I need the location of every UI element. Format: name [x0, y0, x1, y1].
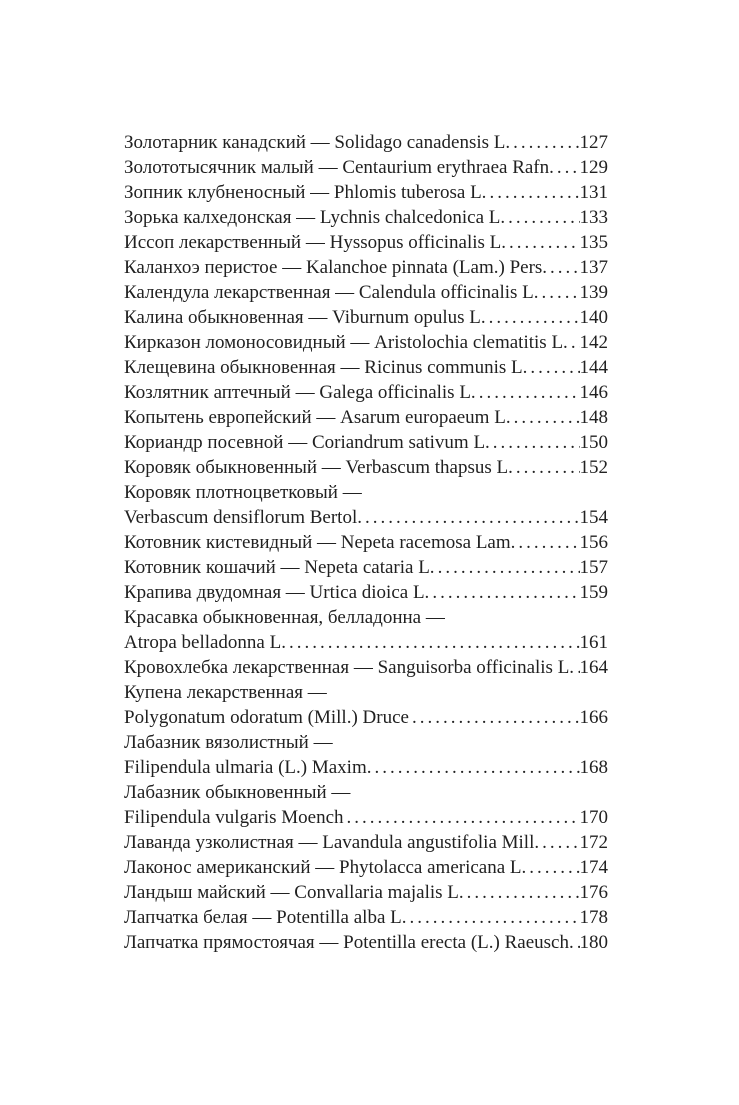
toc-entry-text: Лаванда узколистная — Lavandula angustifolia Mill.: [124, 832, 540, 853]
toc-entry-text: Калина обыкновенная — Viburnum opulus L.: [124, 307, 486, 328]
dot-leader: [527, 355, 579, 380]
toc-line: [124, 755, 608, 780]
toc-entry-text: Купена лекарственная —: [124, 682, 327, 703]
toc-page-number: 164: [579, 657, 608, 678]
toc-line: [124, 130, 608, 155]
toc-line: [124, 880, 608, 905]
toc-page-number: 159: [579, 582, 608, 603]
toc-line: [124, 430, 608, 455]
toc-page-number: 152: [579, 457, 608, 478]
toc-entry-text: Клещевина обыкновенная — Ricinus communis L.: [124, 357, 528, 378]
dot-leader: [506, 230, 579, 255]
toc-entry-text: Иссоп лекарственный — Hyssopus officinalis L.: [124, 232, 507, 253]
toc-line: [124, 555, 608, 580]
toc-entry-text: Зорька калхедонская — Lychnis chalcedonica L.: [124, 207, 506, 228]
dot-leader: [505, 205, 579, 230]
dot-leader: [554, 155, 580, 180]
toc-line: [124, 705, 608, 730]
toc-page-number: 148: [579, 407, 608, 428]
toc-line: [124, 580, 608, 605]
toc-page-number: 133: [579, 207, 608, 228]
toc-entry-text: Золототысячник малый — Centaurium erythraea Rafn.: [124, 157, 554, 178]
dot-leader: [515, 530, 579, 555]
toc-line: [124, 680, 608, 705]
toc-line: [124, 305, 608, 330]
toc-entry-text: Filipendula vulgaris Moench: [124, 807, 344, 828]
toc-line: [124, 805, 608, 830]
toc-line: [124, 355, 608, 380]
toc-page-number: 146: [579, 382, 608, 403]
dot-leader: [344, 805, 580, 830]
toc-page-number: 129: [579, 157, 608, 178]
toc-page-number: 170: [579, 807, 608, 828]
toc-line: [124, 905, 608, 930]
toc-line: [124, 530, 608, 555]
dot-leader: [510, 130, 579, 155]
toc-entry-text: Кирказон ломоносовидный — Aristolochia clematitis L.: [124, 332, 568, 353]
toc-entry-text: Filipendula ulmaria (L.) Maxim.: [124, 757, 372, 778]
toc-page-number: 135: [579, 232, 608, 253]
dot-leader: [490, 430, 580, 455]
toc-line: [124, 480, 608, 505]
toc-entry-text: Крапива двудомная — Urtica dioica L.: [124, 582, 430, 603]
dot-leader: [526, 855, 579, 880]
dot-leader: [286, 630, 580, 655]
dot-leader: [486, 305, 580, 330]
dot-leader: [547, 255, 579, 280]
toc-entry-text: Atropa belladonna L.: [124, 632, 286, 653]
toc-entry-text: Зопник клубненосный — Phlomis tuberosa L.: [124, 182, 487, 203]
toc-entry-text: Лабазник обыкновенный —: [124, 782, 351, 803]
toc-page-number: 172: [579, 832, 608, 853]
toc-page-number: 140: [579, 307, 608, 328]
toc-line: [124, 180, 608, 205]
toc-page-number: 131: [579, 182, 608, 203]
toc-line: [124, 230, 608, 255]
toc-entry-text: Polygonatum odoratum (Mill.) Druce: [124, 707, 409, 728]
toc-page-number: 180: [579, 932, 608, 953]
toc-line: [124, 155, 608, 180]
toc-page-number: 139: [579, 282, 608, 303]
toc-page-number: 144: [579, 357, 608, 378]
toc-entry-text: Золотарник канадский — Solidago canadensis L.: [124, 132, 511, 153]
toc-entry-text: Котовник кошачий — Nepeta cataria L.: [124, 557, 435, 578]
toc-entry-text: Лапчатка прямостоячая — Potentilla erecta (L.) Raeusch.: [124, 932, 574, 953]
toc-line: [124, 455, 608, 480]
toc-entry-text: Verbascum densiflorum Bertol.: [124, 507, 362, 528]
table-of-contents: [124, 130, 608, 955]
toc-page-number: 127: [579, 132, 608, 153]
toc-page-number: 166: [579, 707, 608, 728]
toc-line: [124, 855, 608, 880]
toc-line: [124, 505, 608, 530]
toc-line: [124, 730, 608, 755]
toc-page-number: 157: [579, 557, 608, 578]
dot-leader: [429, 580, 579, 605]
dot-leader: [435, 555, 580, 580]
toc-line: [124, 605, 608, 630]
toc-entry-text: Котовник кистевидный — Nepeta racemosa Lam.: [124, 532, 516, 553]
toc-page-number: 156: [579, 532, 608, 553]
dot-leader: [409, 705, 580, 730]
dot-leader: [513, 455, 580, 480]
toc-entry-text: Лаконос американский — Phytolacca americana L.: [124, 857, 527, 878]
toc-entry-text: Копытень европейский — Asarum europaeum L.: [124, 407, 511, 428]
dot-leader: [539, 830, 579, 855]
dot-leader: [511, 405, 580, 430]
dot-leader: [486, 180, 579, 205]
toc-page-number: 150: [579, 432, 608, 453]
dot-leader: [371, 755, 579, 780]
toc-line: [124, 655, 608, 680]
toc-entry-text: Ландыш майский — Convallaria majalis L.: [124, 882, 464, 903]
dot-leader: [407, 905, 580, 930]
toc-page-number: 168: [579, 757, 608, 778]
toc-line: [124, 380, 608, 405]
toc-line: [124, 780, 608, 805]
toc-entry-text: Козлятник аптечный — Galega officinalis L.: [124, 382, 476, 403]
toc-entry-text: Кориандр посевной — Coriandrum sativum L.: [124, 432, 490, 453]
toc-line: [124, 280, 608, 305]
toc-entry-text: Каланхоэ перистое — Kalanchoe pinnata (Lam.) Pers.: [124, 257, 548, 278]
toc-entry-text: Коровяк плотноцветковый —: [124, 482, 362, 503]
toc-line: [124, 205, 608, 230]
toc-line: [124, 330, 608, 355]
toc-page-number: 154: [579, 507, 608, 528]
toc-line: [124, 830, 608, 855]
toc-page-number: 174: [579, 857, 608, 878]
toc-page-number: 142: [579, 332, 608, 353]
toc-entry-text: Лапчатка белая — Potentilla alba L.: [124, 907, 407, 928]
dot-leader: [464, 880, 580, 905]
toc-page-number: 178: [579, 907, 608, 928]
toc-entry-text: Коровяк обыкновенный — Verbascum thapsus L.: [124, 457, 513, 478]
dot-leader: [539, 280, 580, 305]
toc-line: [124, 255, 608, 280]
toc-line: [124, 630, 608, 655]
toc-line: [124, 930, 608, 955]
toc-entry-text: Красавка обыкновенная, белладонна —: [124, 607, 445, 628]
toc-line: [124, 405, 608, 430]
toc-entry-text: Календула лекарственная — Calendula officinalis L.: [124, 282, 539, 303]
dot-leader: [568, 330, 580, 355]
toc-page-number: 161: [579, 632, 608, 653]
dot-leader: [362, 505, 580, 530]
dot-leader: [476, 380, 580, 405]
toc-page-number: 176: [579, 882, 608, 903]
toc-page-number: 137: [579, 257, 608, 278]
toc-entry-text: Лабазник вязолистный —: [124, 732, 333, 753]
toc-entry-text: Кровохлебка лекарственная — Sanguisorba officinalis L.: [124, 657, 575, 678]
